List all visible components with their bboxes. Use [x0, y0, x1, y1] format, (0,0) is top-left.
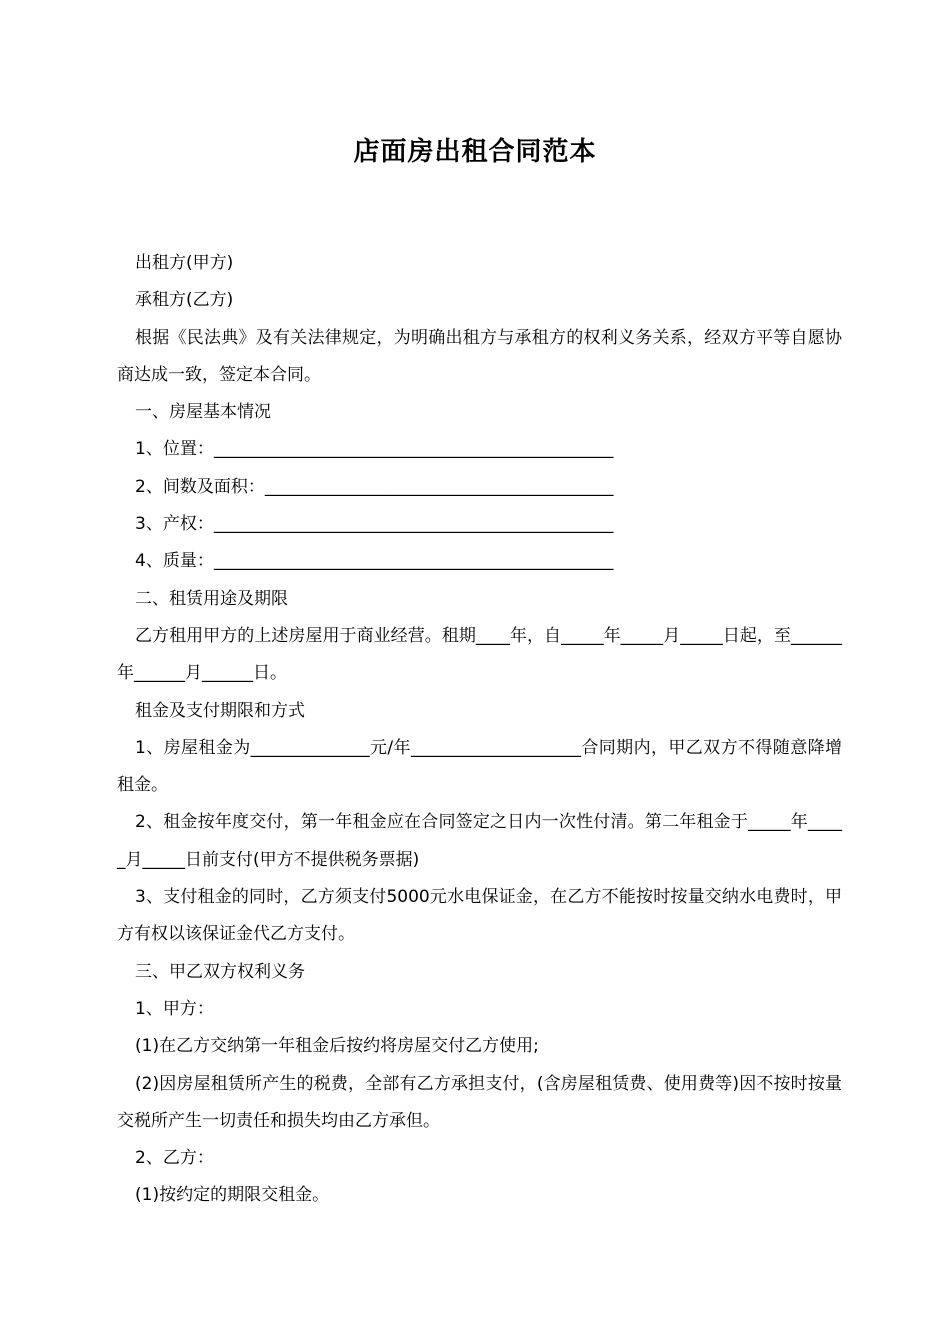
field-rooms-area: 2、间数及面积：_________________________________________ [135, 476, 614, 497]
section-heading-rent: 租金及支付期限和方式 [135, 700, 305, 721]
clause-party-a-1: (1)在乙方交纳第一年租金后按约将房屋交付乙方使用; [135, 1036, 539, 1057]
paragraph-lessee: 承租方(乙方) [135, 290, 234, 311]
section-heading-rights: 三、甲乙双方权利义务 [135, 961, 305, 982]
section-heading-purpose-term: 二、租赁用途及期限 [135, 588, 288, 609]
clause-party-b-1: (1)按约定的期限交租金。 [135, 1185, 330, 1206]
field-quality: 4、质量：_______________________________________________ [135, 551, 614, 572]
paragraph-lease-term: 乙方租用甲方的上述房屋用于商业经营。租期____年，自_____年_____月_____日起，至______年______月______日。 [117, 625, 842, 684]
clause-rent-amount: 1、房屋租金为______________元/年____________________合同期内，甲乙双方不得随意降增租金。 [117, 737, 842, 796]
clause-party-a-2: (2)因房屋租赁所产生的税费，全部有乙方承担支付，(含房屋租赁费、使用费等)因不按时按量交税所产生一切责任和损失均由乙方承但。 [117, 1073, 842, 1131]
field-ownership: 3、产权：_______________________________________________ [135, 514, 614, 535]
paragraph-lessor: 出租方(甲方) [135, 253, 234, 273]
paragraph-preamble: 根据《民法典》及有关法律规定，为明确出租方与承租方的权利义务关系，经双方平等自愿协商达成一致，签定本合同。 [117, 327, 842, 385]
section-heading-property: 一、房屋基本情况 [135, 402, 271, 423]
clause-deposit: 3、支付租金的同时，乙方须支付5000元水电保证金，在乙方不能按时按量交纳水电费时，甲方有权以该保证金代乙方支付。 [117, 887, 842, 945]
clause-rent-payment: 2、租金按年度交付，第一年租金应在合同签定之日内一次性付清。第二年租金于_____年_____月_____日前支付(甲方不提供税务票据) [117, 812, 842, 870]
field-location: 1、位置：_______________________________________________ [135, 439, 614, 460]
document-title: 店面房出租合同范本 [353, 137, 597, 167]
document-body [117, 245, 842, 1215]
subheading-party-a: 1、甲方： [135, 998, 214, 1019]
subheading-party-b: 2、乙方： [135, 1148, 214, 1169]
